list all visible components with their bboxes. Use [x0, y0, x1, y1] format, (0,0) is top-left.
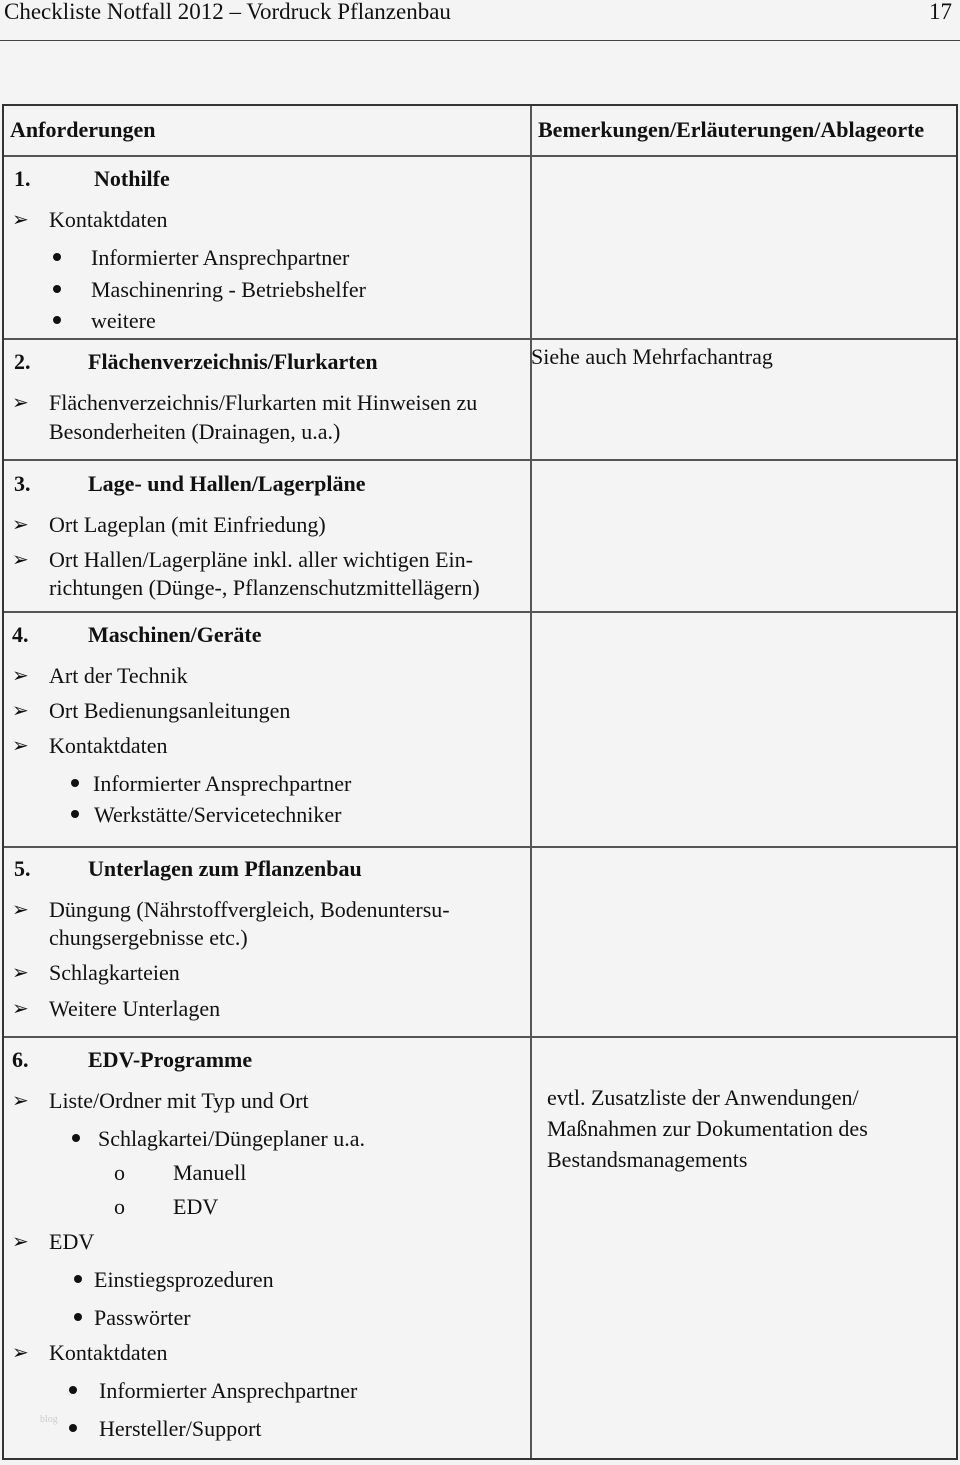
bullet-icon [71, 779, 79, 787]
row-divider [4, 611, 956, 613]
bullet-icon [71, 810, 79, 818]
list-item: Weitere Unterlagen [49, 996, 221, 1021]
arrow-bullet-icon: ➢ [12, 549, 29, 571]
section-title: Maschinen/Geräte [88, 622, 262, 647]
list-item: Art der Technik [49, 663, 188, 688]
list-item: Informierter Ansprechpartner [99, 1378, 358, 1403]
list-item: Schlagkarteien [49, 960, 180, 985]
list-item: Ort Lageplan (mit Einfriedung) [49, 512, 326, 537]
list-item: weitere [91, 308, 156, 333]
remark-text: Bestandsmanagements [547, 1147, 748, 1172]
remark-text: Maßnahmen zur Dokumentation des [547, 1116, 868, 1141]
arrow-bullet-icon: ➢ [12, 514, 29, 536]
bullet-icon [69, 1386, 77, 1394]
list-item: Maschinenring - Betriebshelfer [91, 277, 366, 302]
list-item: Kontaktdaten [49, 207, 168, 232]
list-item: Einstiegsprozeduren [94, 1267, 274, 1292]
section-number: 4. [12, 622, 29, 647]
section-number: 5. [14, 856, 31, 881]
circle-bullet-icon: o [114, 1160, 125, 1185]
arrow-bullet-icon: ➢ [12, 665, 29, 687]
list-item-continuation: richtungen (Dünge-, Pflanzenschutzmittellägern) [49, 575, 480, 600]
column-header-requirements: Anforderungen [10, 117, 156, 142]
arrow-bullet-icon: ➢ [12, 998, 29, 1020]
bullet-icon [53, 253, 61, 261]
list-item: Ort Bedienungsanleitungen [49, 698, 291, 723]
arrow-bullet-icon: ➢ [12, 392, 29, 414]
list-item: Liste/Ordner mit Typ und Ort [49, 1088, 309, 1113]
page-header [0, 0, 960, 41]
section-title: Unterlagen zum Pflanzenbau [88, 856, 362, 881]
list-item: EDV [173, 1194, 219, 1219]
column-header-remarks: Bemerkungen/Erläuterungen/Ablageorte [538, 117, 925, 142]
bullet-icon [69, 1424, 77, 1432]
page-number: 17 [929, 0, 952, 24]
list-item: Ort Hallen/Lagerpläne inkl. aller wichtigen Ein- [49, 547, 473, 572]
section-number: 6. [12, 1047, 29, 1072]
section-title: Flächenverzeichnis/Flurkarten [88, 349, 378, 374]
section-title: Nothilfe [94, 166, 170, 191]
arrow-bullet-icon: ➢ [12, 962, 29, 984]
list-item: Hersteller/Support [99, 1416, 262, 1441]
list-item-continuation: Besonderheiten (Drainagen, u.a.) [49, 419, 341, 444]
section-title: Lage- und Hallen/Lagerpläne [88, 471, 366, 496]
checklist-table [2, 104, 958, 1460]
list-item: EDV [49, 1229, 95, 1254]
column-divider [530, 106, 532, 1458]
arrow-bullet-icon: ➢ [12, 1090, 29, 1112]
row-divider [4, 1036, 956, 1038]
watermark: blog [40, 1414, 58, 1425]
arrow-bullet-icon: ➢ [12, 735, 29, 757]
list-item: Schlagkartei/Düngeplaner u.a. [98, 1126, 365, 1151]
arrow-bullet-icon: ➢ [12, 899, 29, 921]
bullet-icon [72, 1134, 80, 1142]
list-item: Kontaktdaten [49, 1340, 168, 1365]
list-item: Informierter Ansprechpartner [93, 771, 352, 796]
arrow-bullet-icon: ➢ [12, 700, 29, 722]
remark-text: Siehe auch Mehrfachantrag [531, 344, 773, 369]
bullet-icon [53, 316, 61, 324]
section-number: 1. [14, 166, 31, 191]
list-item: Kontaktdaten [49, 733, 168, 758]
circle-bullet-icon: o [114, 1194, 125, 1219]
list-item: Informierter Ansprechpartner [91, 245, 350, 270]
row-divider [4, 155, 956, 157]
bullet-icon [74, 1275, 82, 1283]
arrow-bullet-icon: ➢ [12, 209, 29, 231]
list-item: Manuell [173, 1160, 247, 1185]
arrow-bullet-icon: ➢ [12, 1231, 29, 1253]
section-number: 3. [14, 471, 31, 496]
row-divider [4, 338, 956, 340]
list-item-continuation: chungsergebnisse etc.) [49, 925, 248, 950]
arrow-bullet-icon: ➢ [12, 1342, 29, 1364]
document-title: Checkliste Notfall 2012 – Vordruck Pflanzenbau [4, 0, 451, 24]
remark-text: evtl. Zusatzliste der Anwendungen/ [547, 1085, 859, 1110]
section-number: 2. [14, 349, 31, 374]
row-divider [4, 846, 956, 848]
bullet-icon [53, 285, 61, 293]
list-item: Düngung (Nährstoffvergleich, Bodenuntersu- [49, 897, 450, 922]
section-title: EDV-Programme [88, 1047, 253, 1072]
list-item: Flächenverzeichnis/Flurkarten mit Hinweisen zu [49, 390, 478, 415]
list-item: Werkstätte/Servicetechniker [94, 802, 342, 827]
list-item: Passwörter [94, 1305, 191, 1330]
bullet-icon [74, 1313, 82, 1321]
row-divider [4, 459, 956, 461]
